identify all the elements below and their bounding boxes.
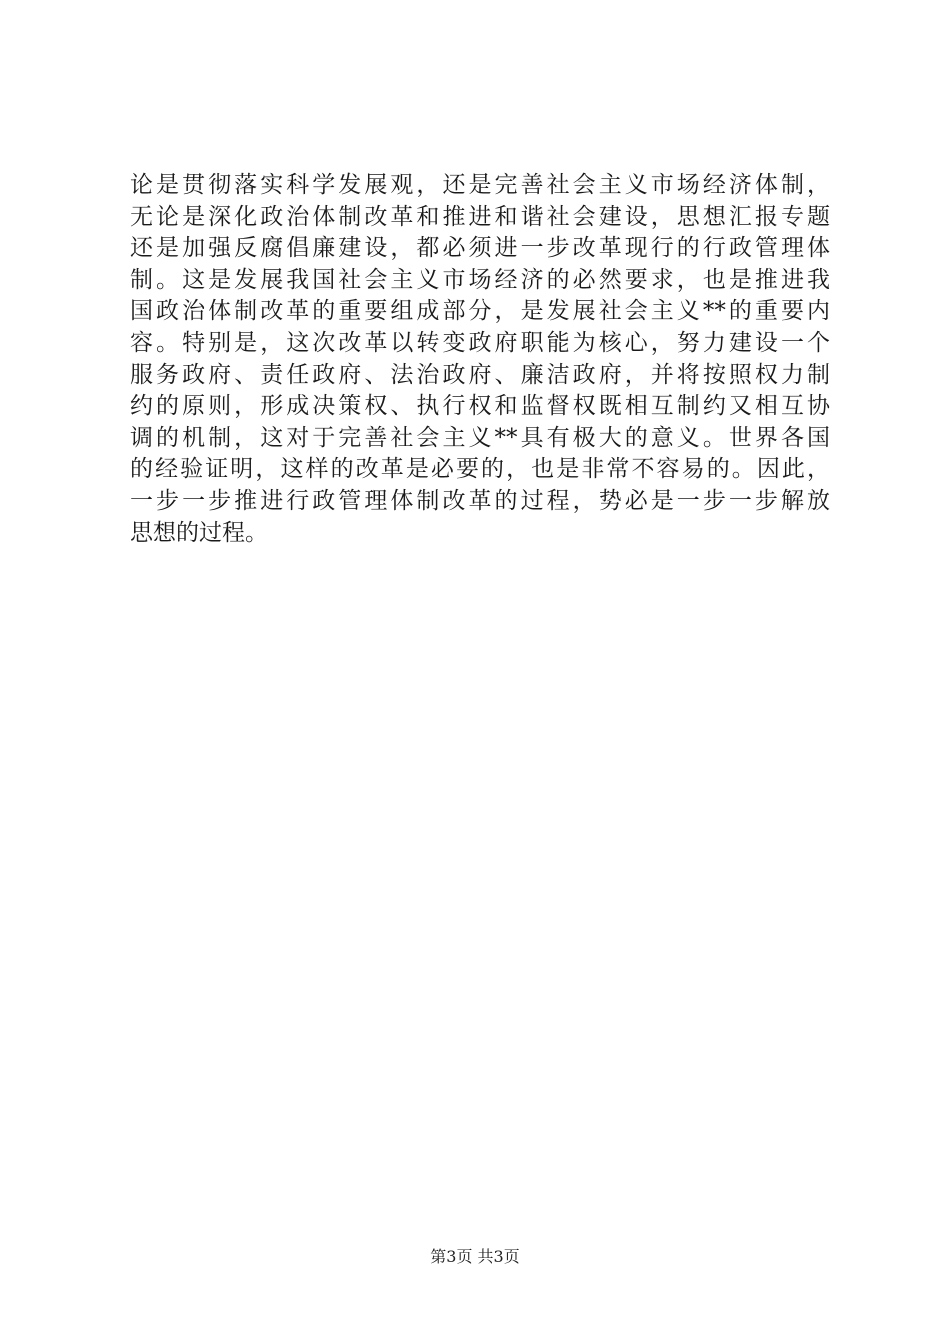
paragraph-line: 论是贯彻落实科学发展观，还是完善社会主义市场经济体制， — [130, 172, 830, 198]
paragraph-line: 制。这是发展我国社会主义市场经济的必然要求，也是推进我 — [130, 266, 830, 293]
paragraph-line: 调的机制，这对于完善社会主义**具有极大的意义。世界各国 — [130, 424, 830, 451]
page-footer — [0, 1244, 950, 1267]
page-number-label: 第3页 共3页 — [430, 1247, 520, 1266]
paragraph-line: 思想的过程。 — [130, 519, 268, 546]
paragraph-line: 服务政府、责任政府、法治政府、廉洁政府，并将按照权力制 — [130, 361, 830, 388]
paragraph-line: 容。特别是，这次改革以转变政府职能为核心，努力建设一个 — [130, 329, 830, 356]
paragraph-line: 一步一步推进行政管理体制改革的过程，势必是一步一步解放 — [130, 487, 830, 514]
paragraph-line: 约的原则，形成决策权、执行权和监督权既相互制约又相互协 — [130, 393, 830, 420]
paragraph-line: 还是加强反腐倡廉建设，都必须进一步改革现行的行政管理体 — [130, 235, 830, 262]
paragraph-line: 无论是深化政治体制改革和推进和谐社会建设，思想汇报专题 — [130, 203, 830, 230]
body-paragraph — [130, 170, 830, 549]
paragraph-line: 国政治体制改革的重要组成部分，是发展社会主义**的重要内 — [130, 298, 830, 325]
paragraph-line: 的经验证明，这样的改革是必要的，也是非常不容易的。因此， — [130, 456, 830, 483]
